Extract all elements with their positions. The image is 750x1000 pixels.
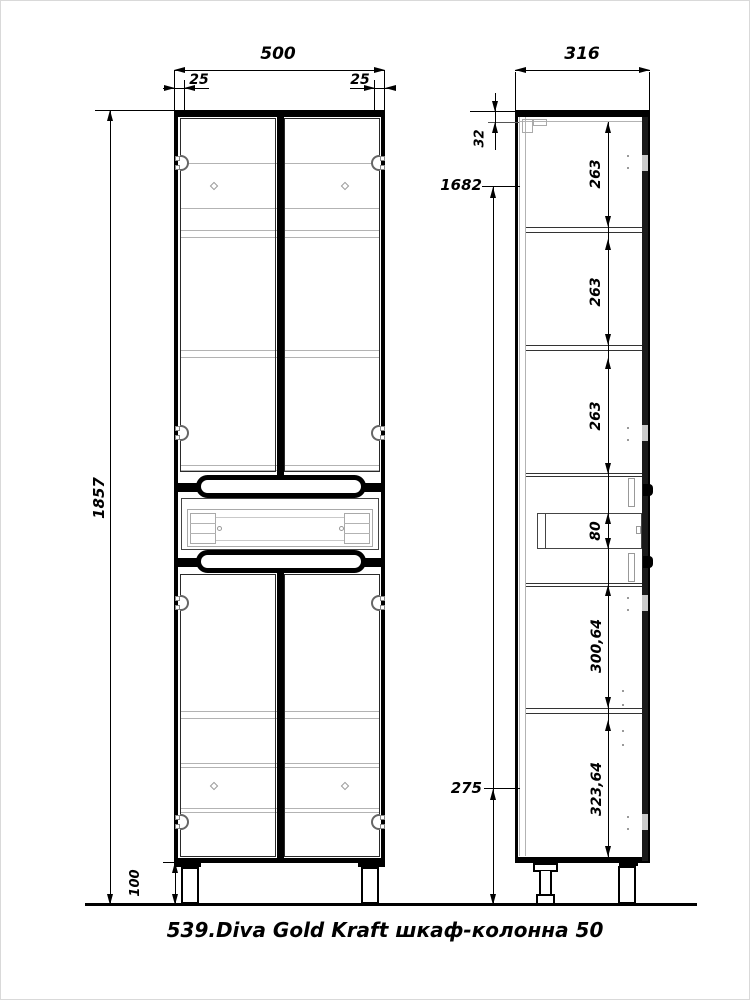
shelf [526, 708, 642, 714]
dim-label-1857: 1857 [90, 477, 108, 519]
hinge-plate-side [642, 425, 648, 441]
dim-label-323-64: 323,64 [589, 761, 605, 817]
drawing-title: 539.Diva Gold Kraft шкаф-колонна 50 [166, 918, 604, 942]
hinge-plate-side [642, 595, 648, 611]
drawer-front-strip [628, 478, 635, 507]
pin-dot [622, 690, 624, 692]
dim-line-316 [515, 70, 650, 71]
extension-line [515, 72, 516, 110]
arrowhead [605, 585, 611, 596]
tick-line-1682 [482, 186, 520, 187]
hinge-plate-side [642, 155, 648, 171]
arrowhead [605, 239, 611, 250]
arrowhead [492, 101, 498, 112]
arrowhead [605, 463, 611, 474]
leg-pad [619, 857, 638, 866]
drawer-box-back-line [545, 513, 546, 549]
dim-label-263-3: 263 [588, 401, 604, 431]
back-panel-line [519, 117, 520, 856]
pin-dot [627, 597, 629, 599]
pin-dot [627, 816, 629, 818]
pin-dot [622, 730, 624, 732]
arrowhead [605, 122, 611, 133]
arrowhead [605, 216, 611, 227]
shelf [526, 583, 642, 587]
pin-dot [627, 828, 629, 830]
pin-dot [622, 704, 624, 706]
arrowhead [490, 187, 496, 198]
handle-side-profile [643, 556, 653, 568]
extension-line [649, 72, 650, 110]
leg-side-rear [618, 866, 636, 904]
ground-line [85, 903, 697, 906]
shelf [526, 345, 642, 351]
arrowhead [490, 789, 496, 800]
dim-label-80: 80 [588, 521, 604, 541]
dim-label-263-2: 263 [588, 277, 604, 307]
dim-label-100: 100 [128, 869, 143, 897]
drawer-front-strip [628, 553, 635, 582]
dim-label-263-1: 263 [588, 159, 604, 189]
dim-label-300-64: 300,64 [589, 618, 605, 674]
pin-dot [627, 155, 629, 157]
pin-dot [627, 427, 629, 429]
dim-label-275: 275 [450, 779, 482, 797]
corner-bracket [533, 119, 547, 126]
pin-dot [627, 609, 629, 611]
arrowhead [605, 358, 611, 369]
dim-label-32: 32 [472, 129, 488, 148]
dim-label-25-left: 25 [189, 72, 209, 88]
drawer-clip [636, 526, 641, 534]
dim-line-internal [608, 122, 609, 857]
arrowhead [605, 513, 611, 524]
dim-label-25-right: 25 [350, 72, 370, 88]
dim-label-500: 500 [260, 44, 296, 64]
pin-dot [627, 439, 629, 441]
arrowhead [605, 720, 611, 731]
handle-side-profile [643, 484, 653, 496]
arrowhead [605, 697, 611, 708]
dim-label-316: 316 [564, 44, 600, 64]
arrowhead [605, 538, 611, 549]
arrowhead [605, 846, 611, 857]
arrowhead [492, 122, 498, 133]
arrowhead [515, 67, 526, 73]
shelf [526, 227, 642, 233]
corner-bracket [522, 119, 533, 133]
pin-dot [622, 744, 624, 746]
hinge-plate-side [642, 814, 648, 830]
shelf [526, 473, 642, 477]
leg-side-front-stem [539, 871, 552, 895]
arrowhead [605, 334, 611, 345]
arrowhead [639, 67, 650, 73]
dim-label-1682: 1682 [440, 176, 482, 194]
pin-dot [627, 167, 629, 169]
